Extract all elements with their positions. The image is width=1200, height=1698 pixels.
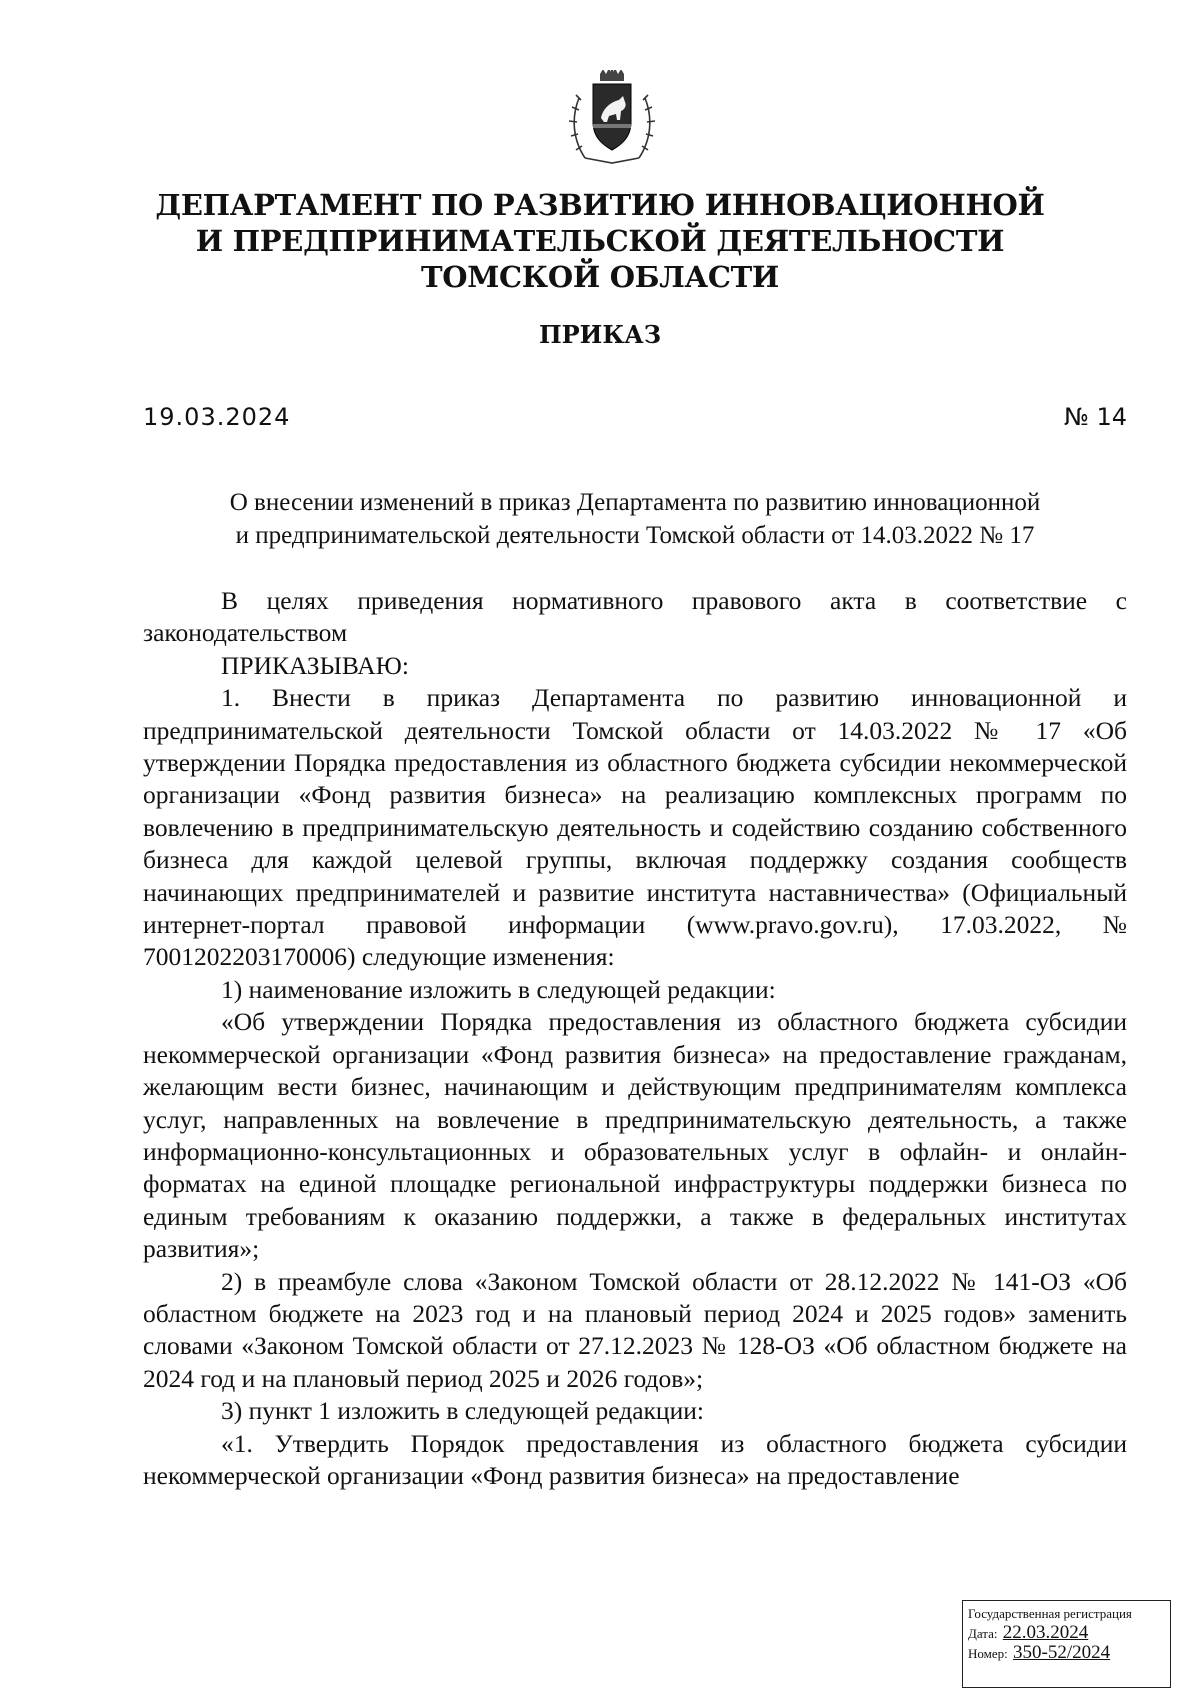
registration-date-value: 22.03.2024 bbox=[1002, 1622, 1089, 1643]
subitem-1-paragraph: 1) наименование изложить в следующей редакции: bbox=[221, 974, 776, 1004]
order-subject bbox=[143, 486, 1127, 552]
new-item-1-quote-paragraph: «1. Утвердить Порядок предоставления из областного бюджета субсидии некоммерческой организации «Фонд развития бизнеса» на предоставление bbox=[143, 1428, 1127, 1490]
preamble-paragraph: В целях приведения нормативного правового акта в соответствие с законодательством bbox=[143, 586, 1127, 648]
department-line-3: ТОМСКОЙ ОБЛАСТИ bbox=[420, 260, 780, 294]
order-date: 19.03.2024 bbox=[143, 403, 291, 431]
registration-number-row bbox=[968, 1643, 1165, 1663]
new-title-quote-paragraph: «Об утверждении Порядка предоставления из областного бюджета субсидии некоммерческой организации «Фонд развития бизнеса» на предоставление гражданам, желающим вести бизнес, начинающим и действующим предпринимателям комплекса услуг, направленных на вовлечение в предпринимательскую деятельность, а также информационно-консультационных и образовательных услуг в офлайн- и онлайн-форматах на единой площадке региональной инфраструктуры поддержки бизнеса по единым требованиям к оказанию поддержки, а также в федеральных институтах развития»; bbox=[143, 1007, 1127, 1264]
order-body bbox=[143, 585, 1127, 1492]
item-1-paragraph: 1. Внести в приказ Департамента по развитию инновационной и предпринимательской деятельности Томской области от 14.03.2022 № 17 «Об утверждении Порядка предоставления из областного бюджета субсидии некоммерческой организации «Фонд развития бизнеса» на реализацию комплексных программ по вовлечению в предпринимательскую деятельность и содействию созданию собственного бизнеса для каждой целевой группы, включая поддержку создания сообществ начинающих предпринимателей и развитие института наставничества» (Официальный интернет-портал правовой информации (www.pravo.gov.ru), 17.03.2022, № 7001202203170006) следующие изменения: bbox=[143, 683, 1127, 972]
department-line-1: ДЕПАРТАМЕНТ ПО РАЗВИТИЮ ИННОВАЦИОННОЙ bbox=[155, 188, 1045, 222]
coat-of-arms-icon bbox=[567, 70, 657, 166]
subitem-2-paragraph: 2) в преамбуле слова «Законом Томской области от 28.12.2022 № 141-ОЗ «Об областном бюджете на 2023 год и на плановый период 2024 и 2025 годов» заменить словами «Законом Томской области от 27.12.2023 № 128-ОЗ «Об областном бюджете на 2024 год и на плановый период 2025 и 2026 годов»; bbox=[143, 1266, 1127, 1393]
registration-stamp bbox=[962, 1600, 1171, 1688]
registration-date-label: Дата: bbox=[968, 1626, 998, 1641]
department-line-2: И ПРЕДПРИНИМАТЕЛЬСКОЙ ДЕЯТЕЛЬНОСТИ bbox=[195, 224, 1005, 258]
document-type-title: ПРИКАЗ bbox=[538, 320, 662, 349]
registration-number-label: Номер: bbox=[968, 1646, 1008, 1661]
subject-line-1: О внесении изменений в приказ Департамента по развитию инновационной bbox=[229, 489, 1041, 516]
subitem-3-paragraph: 3) пункт 1 изложить в следующей редакции: bbox=[221, 1396, 704, 1426]
order-number: № 14 bbox=[1063, 403, 1127, 431]
registration-stamp-title: Государственная регистрация bbox=[968, 1606, 1132, 1621]
registration-number-value: 350-52/2024 bbox=[1013, 1642, 1111, 1663]
order-directive: ПРИКАЗЫВАЮ: bbox=[221, 650, 409, 680]
subject-line-2: и предпринимательской деятельности Томской области от 14.03.2022 № 17 bbox=[235, 522, 1035, 549]
registration-date-row bbox=[968, 1623, 1165, 1643]
department-name bbox=[0, 187, 1200, 295]
date-number-row bbox=[143, 403, 1127, 433]
